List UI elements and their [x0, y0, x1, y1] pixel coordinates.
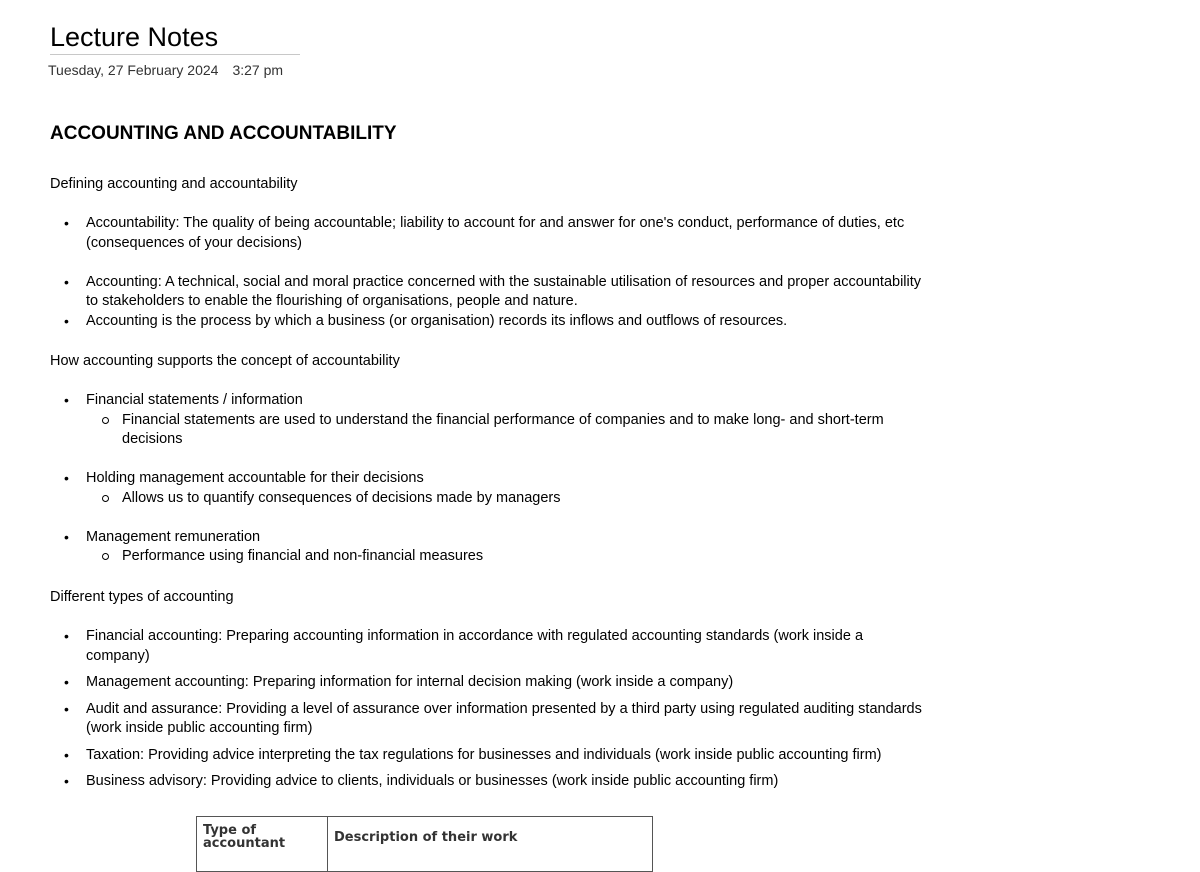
list-item-text: Financial statements / information	[86, 392, 303, 408]
document-heading: ACCOUNTING AND ACCOUNTABILITY	[50, 123, 397, 144]
supports-list	[50, 391, 930, 567]
section-title-types: Different types of accounting	[50, 589, 234, 605]
table-header-row	[197, 817, 653, 872]
list-item: • Accounting: A technical, social and moral practice concerned with the sustainable utilisation of resources and proper accountability to stakeholders to enable the flourishing of organisations, people and nature.	[50, 273, 930, 312]
section-title-defining: Defining accounting and accountability	[50, 176, 298, 192]
list-item: • Accounting is the process by which a business (or organisation) records its inflows and outflows of resources.	[50, 312, 930, 332]
list-item: • Financial accounting: Preparing accounting information in accordance with regulated accounting standards (work inside a company)	[50, 627, 930, 666]
list-item: • Accountability: The quality of being accountable; liability to account for and answer for one's conduct, performance of duties, etc (consequences of your decisions)	[50, 214, 930, 253]
list-item	[50, 391, 930, 450]
sub-list	[86, 489, 930, 509]
list-item	[50, 528, 930, 567]
time-text: 3:27 pm	[232, 62, 284, 78]
list-item: • Management accounting: Preparing information for internal decision making (work inside a company)	[50, 673, 930, 693]
types-list	[50, 627, 930, 792]
list-item-text: Management remuneration	[86, 528, 261, 545]
list-item	[50, 469, 930, 508]
sub-list	[86, 547, 930, 567]
list-item: • Taxation: Providing advice interpreting the tax regulations for businesses and individuals (work inside public accounting firm)	[50, 746, 930, 766]
date-text: Tuesday, 27 February 2024	[48, 62, 219, 78]
defining-list	[50, 214, 930, 331]
list-item: • Business advisory: Providing advice to clients, individuals or businesses (work inside public accounting firm)	[50, 772, 930, 792]
section-title-supports: How accounting supports the concept of accountability	[50, 353, 400, 369]
sub-list-item: Performance using financial and non-financial measures	[86, 547, 930, 567]
page-title: Lecture Notes	[50, 20, 300, 55]
list-item-text: Holding management accountable for their decisions	[86, 470, 424, 486]
sub-list	[86, 411, 930, 450]
accountant-types-table	[196, 816, 653, 872]
table-header-cell: Description of their work	[328, 817, 653, 872]
sub-list-item: Allows us to quantify consequences of decisions made by managers	[86, 489, 930, 509]
list-item: • Audit and assurance: Providing a level of assurance over information presented by a third party using regulated auditing standards (work inside public accounting firm)	[50, 700, 930, 739]
sub-list-item: Financial statements are used to understand the financial performance of companies and to make long- and short-term decisions	[86, 411, 930, 450]
table-header-cell: Type of accountant	[197, 817, 328, 872]
page-date	[48, 61, 283, 79]
